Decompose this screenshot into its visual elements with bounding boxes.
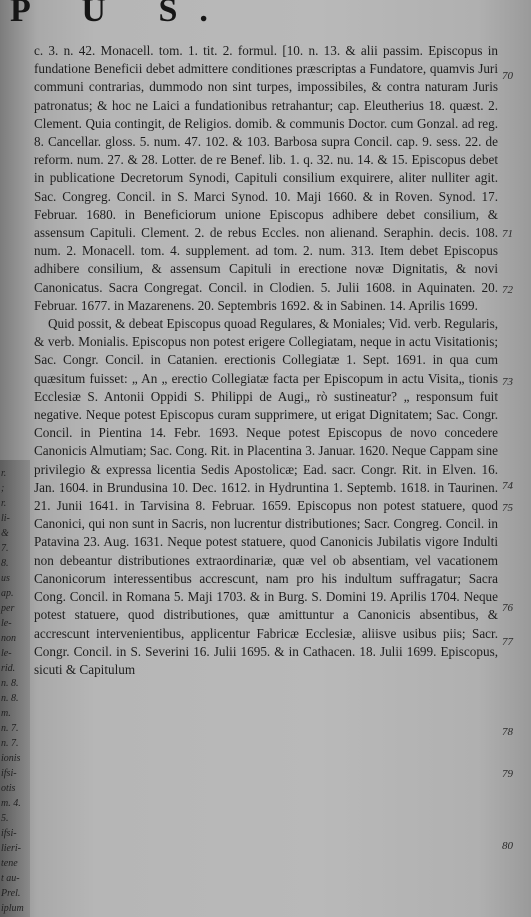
facing-page-fragment: n. 7. [1,723,19,734]
margin-number: 72 [502,284,513,296]
facing-page-fragment: n. 8. [1,693,19,704]
facing-page-fragment: 8. [1,558,9,569]
margin-number: 77 [502,636,513,648]
facing-page-fragment: tene [1,858,18,869]
facing-page-fragment: m. [1,708,11,719]
margin-number: 78 [502,726,513,738]
facing-page-fragment: ; [1,483,5,494]
facing-page-fragment: ap. [1,588,14,599]
facing-page-fragment: 5. [1,813,9,824]
facing-page-fragment: per [1,603,15,614]
facing-page-fragment: rid. [1,663,16,674]
facing-page-fragment: ifsi- [1,828,17,839]
facing-page-fragment: le- [1,618,12,629]
facing-page-fragment: 7. [1,543,9,554]
margin-number: 74 [502,480,513,492]
margin-number: 80 [502,840,513,852]
facing-page-fragment: n. 8. [1,678,19,689]
facing-page-fragment: ifsi- [1,768,17,779]
margin-number: 70 [502,70,513,82]
facing-page-fragment: le- [1,648,12,659]
facing-page-fragment: n. 7. [1,738,19,749]
facing-page-edge [0,460,30,917]
facing-page-fragment: lieri- [1,843,21,854]
facing-page-fragment: us [1,573,10,584]
margin-number: 76 [502,602,513,614]
facing-page-fragment: r. [1,498,7,509]
facing-page-fragment: otis [1,783,16,794]
facing-page-fragment: Prel. [1,888,21,899]
paragraph: c. 3. n. 42. Monacell. tom. 1. tit. 2. formul. [10. n. 13. & alii passim. Episcopus in fundatione Beneficii debet admittere conditiones præscriptas a Fundatore, quamvis Juri communi contrarias, dummodo non sint turpes, impossibiles, & contra naturam Juris patronatus; & hoc ne Laici a fundationibus retrahantur; cap. Eleutherius 18. quæst. 2. Clement. Quia contingit, de Religios. domib. & communis Doctor. cum Gonzal. ad reg. 8. Cancellar. gloss. 5. num. 47. 102. & 103. Barbosa supra Concil. cap. 9. sess. 22. de reform. num. 27. & 28. Lotter. de re Benef. lib. 1. q. 32. nu. 14. & 15. Episcopus debet in publicatione Decretorum Synodi, Capituli consilium exquirere, aliter nulliter agit. Sac. Congreg. Concil. in S. Marci Synod. 10. Maji 1660. & in Roven. Synod. 17. Februar. 1680. in Beneficiorum unione Episcopus adhibere debet consilium, & assensum Capituli. Clement. 2. de rebus Eccles. non alienand. Seraphin. decis. 108. num. 2. Monacell. tom. 4. supplement. ad tom. 2. num. 313. Item debet Episcopus adhibere consilium, & assensum Capituli in erectione novæ Dignitatis, & novi Canonicatus. Sacra Congregat. Concil. in Clodien. 5. Julii 1608. in Aquinaten. 20. Februar. 1677. in Mazarenens. 20. Septembris 1692. & in Sabinen. 14. Aprilis 1699. [34,43,498,313]
main-text-column [34,42,498,679]
facing-page-fragment: iplum [1,903,24,914]
facing-page-fragment: r. [1,468,7,479]
facing-page-fragment: t au- [1,873,20,884]
facing-page-fragment: m. 4. [1,798,21,809]
margin-number: 75 [502,502,513,514]
facing-page-fragment: non [1,633,16,644]
margin-number: 73 [502,376,513,388]
facing-page-fragment: & [1,528,9,539]
margin-number: 71 [502,228,513,240]
facing-page-fragment: li- [1,513,10,524]
facing-page-fragment: ionis [1,753,21,764]
running-header: P U S. [10,0,230,29]
margin-numbers [500,62,530,917]
paragraph: Quid possit, & debeat Episcopus quoad Regulares, & Moniales; Vid. verb. Regularis, & verb. Monialis. Episcopus non potest erigere Collegiatam, neque in actu Visitationis; Sac. Congr. Concil. in Catanien. erectionis Collegiatæ 1. Sept. 1691. in qua cum quæsitum fuisset: „ An „ erectio Collegiatæ facta per Episcopum in actu Visita„ tionis Ecclesiæ S. Antonii Oppidi S. Philippi de Augi„ rò sustineatur? „ responsum fuit negative. Neque potest Episcopus curam supprimere, ut erigat Dignitatem; Sac. Congr. Concil. in Pientina 14. Febr. 1693. Neque potest Episcopus de novo concedere Canonicis Almutiam; Sac. Cong. Rit. in Placentina 3. Januar. 1620. Neque Cappam sine privilegio & expressa licentia Sedis Apostolicæ; Ead. sacr. Congr. Rit. in Elven. 16. Jan. 1604. in Brundusina 10. Dec. 1612. in Hydruntina 1. Septemb. 1618. in Taurinen. 21. Junii 1641. in Tarvisina 8. Februar. 1659. Episcopus non potest statuere, quod Canonici, qui non sunt in Sacris, non lucrentur distributiones; Sacr. Congreg. Concil. in Patavina 23. Aug. 1631. Neque potest statuere, quod Canonicis Jubilatis vigore Indulti non debeantur distributiones extraordinariæ, quæ vel ob absentiam, vel vacationem Canonicorum interessentibus accrescunt, nam pro his indultum suffragatur; Sacra Cong. Concil. in Romana 5. Maji 1703. & in Burg. S. Domini 19. Aprilis 1704. Neque potest statuere, quod distributiones, quæ amittuntur a Canonicis absentibus, & accrescunt intervenientibus, applicentur Fabricæ Ecclesiæ, aliisve usibus piis; Sacr. Congr. Concil. in S. Severini 16. Julii 1695. & in Cathacen. 18. Julii 1699. Episcopus, sicuti & Capitulum [34,316,498,677]
margin-number: 79 [502,768,513,780]
